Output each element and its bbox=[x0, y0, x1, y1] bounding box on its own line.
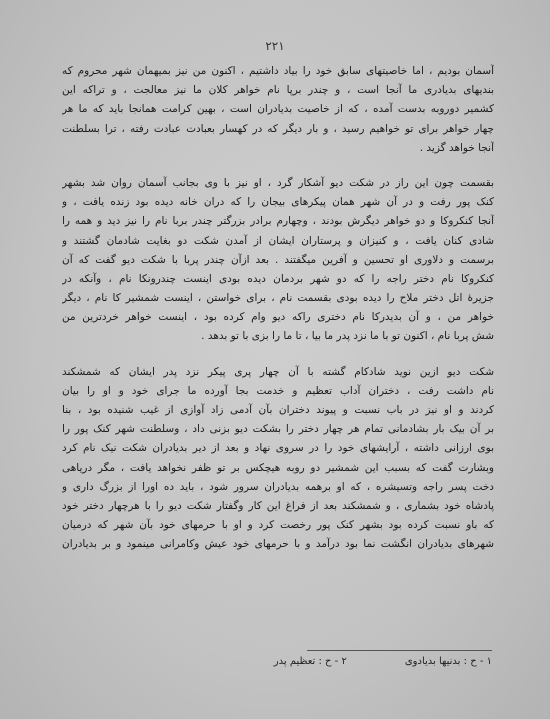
footnote-2: ۲ - ح : تعظیم پدر bbox=[273, 656, 347, 667]
text-line: کنک پور رفت و در آن شهر همان پیکرهای بیجان را که دران خانه دیده بود زنده یافت ، و bbox=[62, 196, 494, 209]
paragraph-2 bbox=[62, 174, 494, 347]
text-line: شادی کنان یافت ، و کنیزان و پرستاران ایشان از آمدن شکت دو بغایت شادمان گشتند و bbox=[62, 234, 494, 247]
text-line: نام داشت رفت ، دختران آداب تعظیم و خدمت بجا آورده ما جرای خود و او را بیان bbox=[62, 384, 494, 397]
text-line: دخت پسر راجه وتسیشره ، که او برهمه بدیادران سرور شود ، باید ده اورا از بزرگ داری و bbox=[62, 480, 494, 493]
text-line: کشمیر دوروبه بدست آمده ، که از خاصیت بدیادران است ، بهین کرامت همانجا باید که ما هر bbox=[62, 103, 494, 116]
text-line: شکت دیو ازین نوید شادکام گشته با آن چهار پری پیکر نزد پدر ایشان که شمشکند bbox=[62, 365, 494, 378]
text-line: که باو نسبت کرده بود بشهر کنک پور رخصت کرد و او با حرمهای خود بآن شهر که درمیان bbox=[62, 519, 494, 532]
text-line: وبشارت گفت که بسبب این شمشیر دو روبه هیچکس بر تو ظفر نخواهد یافت ، مگر دریاهی bbox=[62, 461, 494, 474]
paragraph-3 bbox=[62, 363, 494, 555]
text-line: بندیهای بدیادری ما آنجا است ، و چندر برپا نام خواهر کلان ما نیز معالجت ، و تراکه این bbox=[62, 84, 494, 97]
footnotes bbox=[62, 656, 492, 667]
text-line: جزیرهٔ اتل دختر ملاح را دیده بودی بقسمت نام ، برای خواستن ، اینست شمشیر کا نام ، دیگر bbox=[62, 292, 494, 305]
text-line: چهار خواهر برای تو خواهیم رسید ، و بار دیگر که در کهسار بعبادت عبادت رفته ، ترا بسلطنت bbox=[62, 122, 494, 135]
text-line: آسمان بودیم ، اما خاصیتهای سابق خود را بیاد داشتیم ، اکنون من نیز بمیهمان شهر محروم که bbox=[62, 65, 494, 77]
text-line: پادشاه خود بشماری ، و شمشکند بعد از فراغ این کار وگفتار شکت دیو را با هرچهار دختر خود bbox=[62, 499, 494, 512]
text-line: برسمت و دلاوری او تحسین و آفرین میگفتند . بعد ازآن چندر پربا با شکت دیو گفت که آن bbox=[62, 253, 494, 266]
body-text bbox=[62, 62, 494, 555]
text-line: کنکروکا نام دختر راجه را که دو شهر بردمان دیده بودی اینست چندرونکا نام ، وآنکه در bbox=[62, 272, 494, 285]
text-line: شش پربا نام ، اکنون تو با ما نزد پدر ما بیا ، تا ما را بزی با تو بدهد . bbox=[201, 330, 494, 343]
text-line: بقسمت چون این راز در شکت دیو آشکار گرد ، او نیز با وی بجانب آسمان روان شد بشهر bbox=[62, 176, 494, 189]
text-line: کردند و او نیز در باب نسبت و پیوند دختران بآن آدمی زاد آوازی از غیب شنیده بود ، بنا bbox=[62, 404, 494, 416]
page-number: ۲۲۱ bbox=[265, 39, 285, 53]
text-line: بوی ارزانی داشته ، آرایشهای خود را در سروی نهاد و بعد از دیر بدیادران شکت نیک نام کرد bbox=[62, 442, 494, 455]
paragraph-1 bbox=[62, 62, 494, 158]
text-line: خواهر من ، و آن بدیدرکا نام دختری راکه دیو وام کرده بود ، اینست خواهر خردترین من bbox=[62, 311, 494, 324]
footnote-divider bbox=[307, 650, 492, 651]
text-line: آنجا کنکروکا و دو خواهر دیگرش بودند ، وچهارم برادر بزرگتر چندر بربا نام را نیز دید و همه را bbox=[62, 215, 494, 228]
text-line: آنجا خواهد گزید . bbox=[419, 141, 494, 154]
footnote-1: ۱ - ح : بدنیها بدیادوی bbox=[404, 656, 492, 667]
text-line: بر آن بیک بار بشادمانی تمام هر چهار دختر را بشکت دیو بزنی داد ، وسلطنت شهر کنک پور را bbox=[62, 423, 494, 436]
text-line: شهرهای بدیادران انگشت نما بود درآمد و با حرمهای خود عیش وکامرانی مینمود و بر بدیادران bbox=[62, 538, 494, 551]
